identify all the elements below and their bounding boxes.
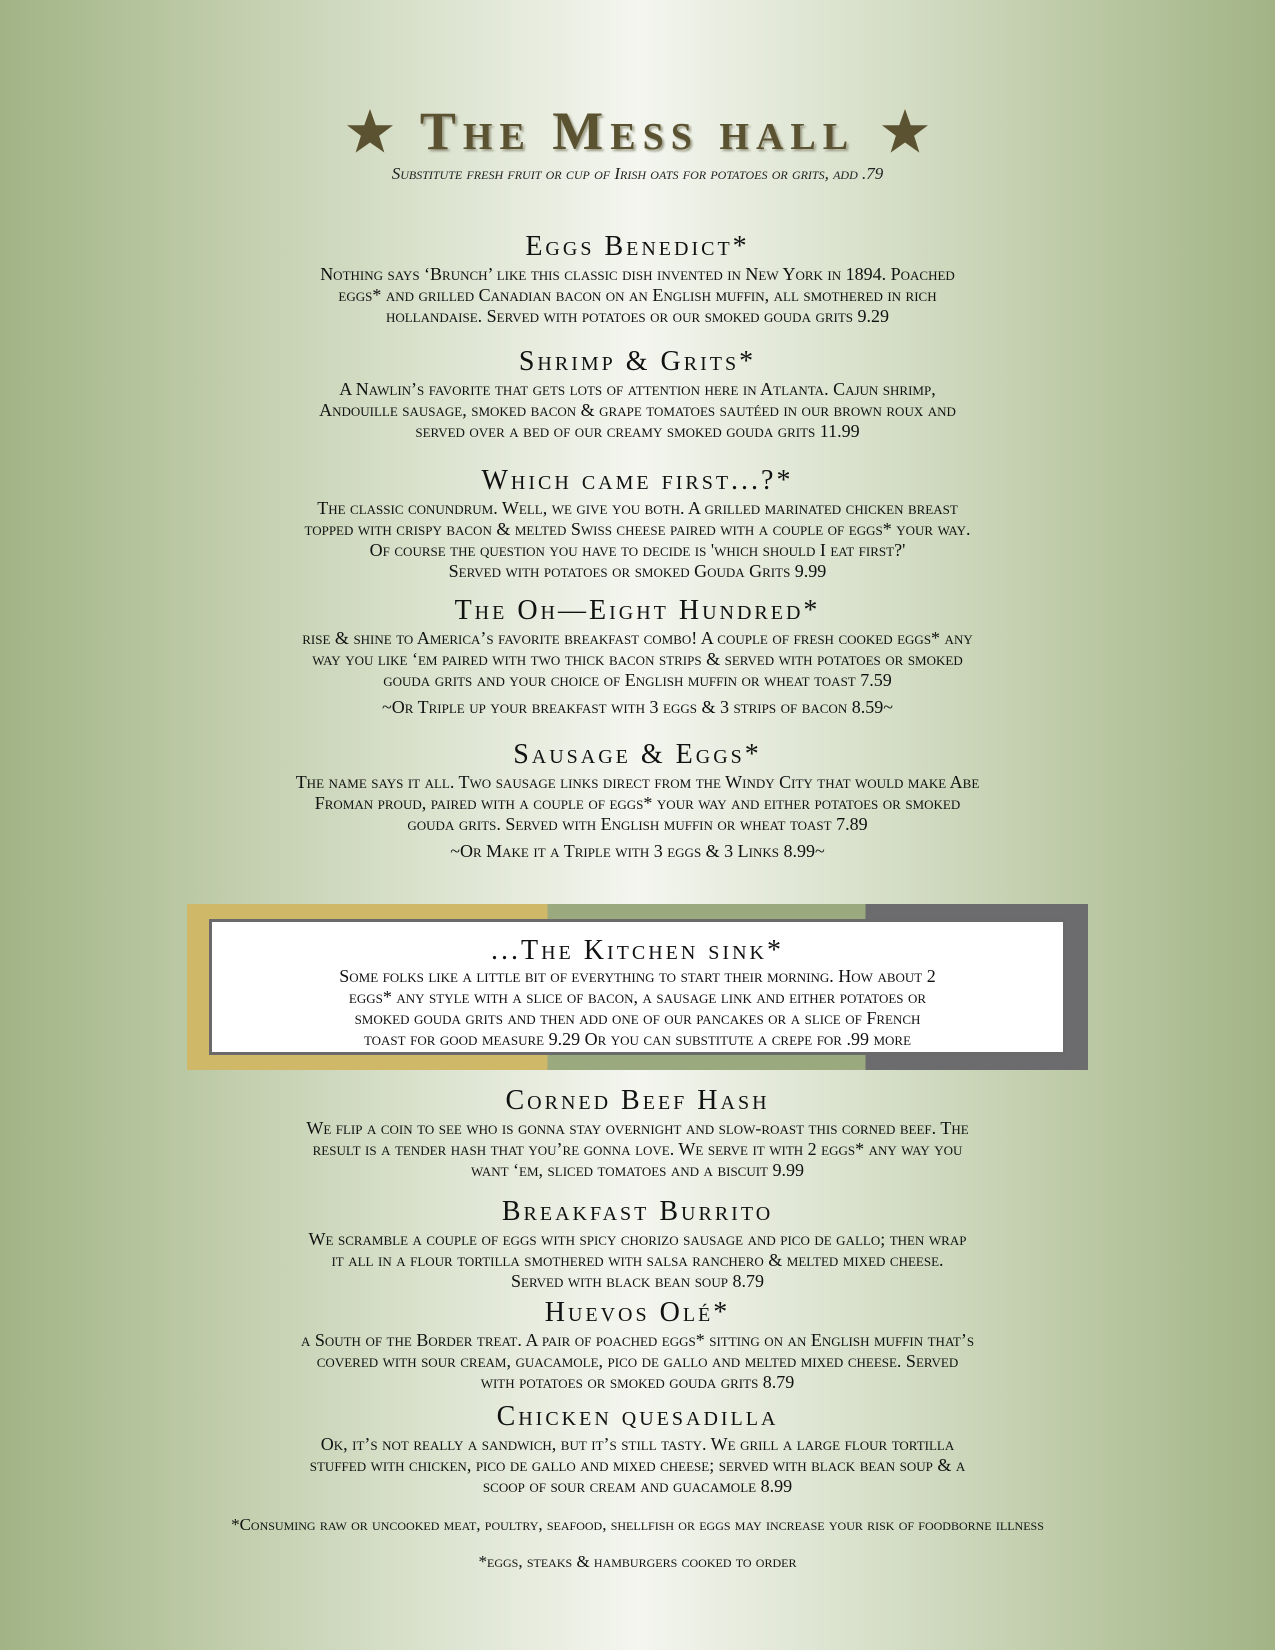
menu-item-desc-line: Andouille sausage, smoked bacon & grape tomatoes sautéed in our brown roux and	[319, 400, 956, 420]
featured-desc-line: smoked gouda grits and then add one of our pancakes or a slice of French	[354, 1008, 921, 1028]
menu-item-name: Corned Beef Hash	[505, 1085, 770, 1116]
page-subtitle: Substitute fresh fruit or cup of Irish oats for potatoes or grits, add .79	[391, 164, 884, 183]
star-icon	[346, 108, 394, 154]
menu-item-desc-line: We flip a coin to see who is gonna stay overnight and slow-roast this corned beef. The	[306, 1118, 969, 1138]
menu-item-huevos-ole	[160, 1296, 1115, 1393]
menu-item-desc-line: it all in a flour tortilla smothered with salsa ranchero & melted mixed cheese.	[331, 1250, 944, 1270]
menu-item-name: Eggs Benedict*	[525, 231, 750, 262]
menu-item-desc-line: Of course the question you have to decide is 'which should I eat first?'	[369, 540, 906, 560]
menu-item-corned-beef-hash	[160, 1084, 1115, 1181]
menu-item-desc-line: eggs* and grilled Canadian bacon on an English muffin, all smothered in rich	[338, 285, 937, 305]
title-row	[0, 100, 1275, 162]
menu-item-desc-line: Served with potatoes or smoked Gouda Grits 9.99	[448, 561, 827, 581]
menu-item-desc-line: We scramble a couple of eggs with spicy chorizo sausage and pico de gallo; then wrap	[308, 1229, 967, 1249]
menu-item-which-came-first	[160, 464, 1115, 582]
featured-desc-line: toast for good measure 9.29 Or you can substitute a crepe for .99 more	[363, 1029, 912, 1049]
menu-item-desc-line: The classic conundrum. Well, we give you both. A grilled marinated chicken breast	[317, 498, 958, 518]
cooked-to-order-note: *eggs, steaks & hamburgers cooked to order	[478, 1552, 797, 1571]
menu-item-desc-line: way you like ‘em paired with two thick bacon strips & served with potatoes or smoked	[312, 649, 963, 669]
menu-item-desc-line: The name says it all. Two sausage links direct from the Windy City that would make Abe	[295, 772, 980, 792]
star-icon	[881, 108, 929, 154]
menu-item-desc-line: Froman proud, paired with a couple of eggs* your way and either potatoes or smoked	[314, 793, 961, 813]
menu-item-desc-line: served over a bed of our creamy smoked gouda grits 11.99	[415, 421, 860, 441]
menu-item-desc-line: with potatoes or smoked gouda grits 8.79	[480, 1372, 795, 1392]
menu-item-name: Sausage & Eggs*	[513, 739, 762, 770]
menu-item-name: Shrimp & Grits*	[518, 346, 757, 377]
menu-item-name: Huevos Olé*	[544, 1297, 731, 1328]
menu-item-desc-line: want ‘em, sliced tomatoes and a biscuit 9.99	[470, 1160, 805, 1180]
menu-item-extra: ~Or Triple up your breakfast with 3 eggs & 3 strips of bacon 8.59~	[382, 697, 893, 717]
menu-item-desc-line: rise & shine to America’s favorite breakfast combo! A couple of fresh cooked eggs* any	[302, 628, 973, 648]
featured-box	[187, 904, 1088, 1070]
featured-box-content	[209, 919, 1066, 1055]
menu-item-shrimp-grits	[160, 345, 1115, 442]
featured-desc-line: eggs* any style with a slice of bacon, a sausage link and either potatoes or	[348, 987, 927, 1007]
menu-item-name: The Oh—Eight Hundred*	[454, 595, 821, 626]
menu-item-name: Chicken quesadilla	[496, 1401, 779, 1432]
menu-item-eggs-benedict	[160, 230, 1115, 327]
menu-item-desc-line: Nothing says ‘Brunch’ like this classic dish invented in New York in 1894. Poached	[320, 264, 955, 284]
menu-item-extra: ~Or Make it a Triple with 3 eggs & 3 Links 8.99~	[450, 841, 825, 861]
menu-item-desc-line: gouda grits and your choice of English muffin or wheat toast 7.59	[383, 670, 892, 690]
menu-item-desc-line: Ok, it’s not really a sandwich, but it’s still tasty. We grill a large flour tortilla	[320, 1434, 955, 1454]
page-title: The Mess hall	[419, 101, 856, 161]
menu-item-desc-line: A Nawlin’s favorite that gets lots of attention here in Atlanta. Cajun shrimp,	[339, 379, 936, 399]
menu-item-desc-line: hollandaise. Served with potatoes or our smoked gouda grits 9.29	[385, 306, 890, 326]
foodborne-warning: *Consuming raw or uncooked meat, poultry, seafood, shellfish or eggs may increase your risk of foodborne illness	[231, 1515, 1044, 1534]
menu-item-breakfast-burrito	[160, 1195, 1115, 1292]
menu-item-desc-line: topped with crispy bacon & melted Swiss cheese paired with a couple of eggs* your way.	[304, 519, 971, 539]
menu-item-chicken-quesadilla	[160, 1400, 1115, 1497]
menu-item-desc-line: a South of the Border treat. A pair of poached eggs* sitting on an English muffin that’s	[300, 1330, 975, 1350]
featured-desc-line: Some folks like a little bit of everything to start their morning. How about 2	[339, 966, 936, 986]
menu-header	[0, 100, 1275, 184]
menu-item-desc-line: scoop of sour cream and guacamole 8.99	[482, 1476, 793, 1496]
menu-item-oh-eight-hundred	[160, 594, 1115, 718]
featured-item-name: ...The Kitchen sink*	[491, 935, 784, 966]
menu-item-name: Which came first...?*	[481, 465, 794, 496]
menu-item-desc-line: result is a tender hash that you’re gonna love. We serve it with 2 eggs* any way you	[312, 1139, 963, 1159]
menu-item-name: Breakfast Burrito	[501, 1196, 774, 1227]
menu-item-desc-line: covered with sour cream, guacamole, pico de gallo and melted mixed cheese. Served	[316, 1351, 959, 1371]
menu-item-desc-line: Served with black bean soup 8.79	[511, 1271, 764, 1291]
menu-item-desc-line: gouda grits. Served with English muffin or wheat toast 7.89	[407, 814, 868, 834]
menu-item-sausage-eggs	[160, 738, 1115, 862]
menu-item-desc-line: stuffed with chicken, pico de gallo and mixed cheese; served with black bean soup & a	[309, 1455, 966, 1475]
